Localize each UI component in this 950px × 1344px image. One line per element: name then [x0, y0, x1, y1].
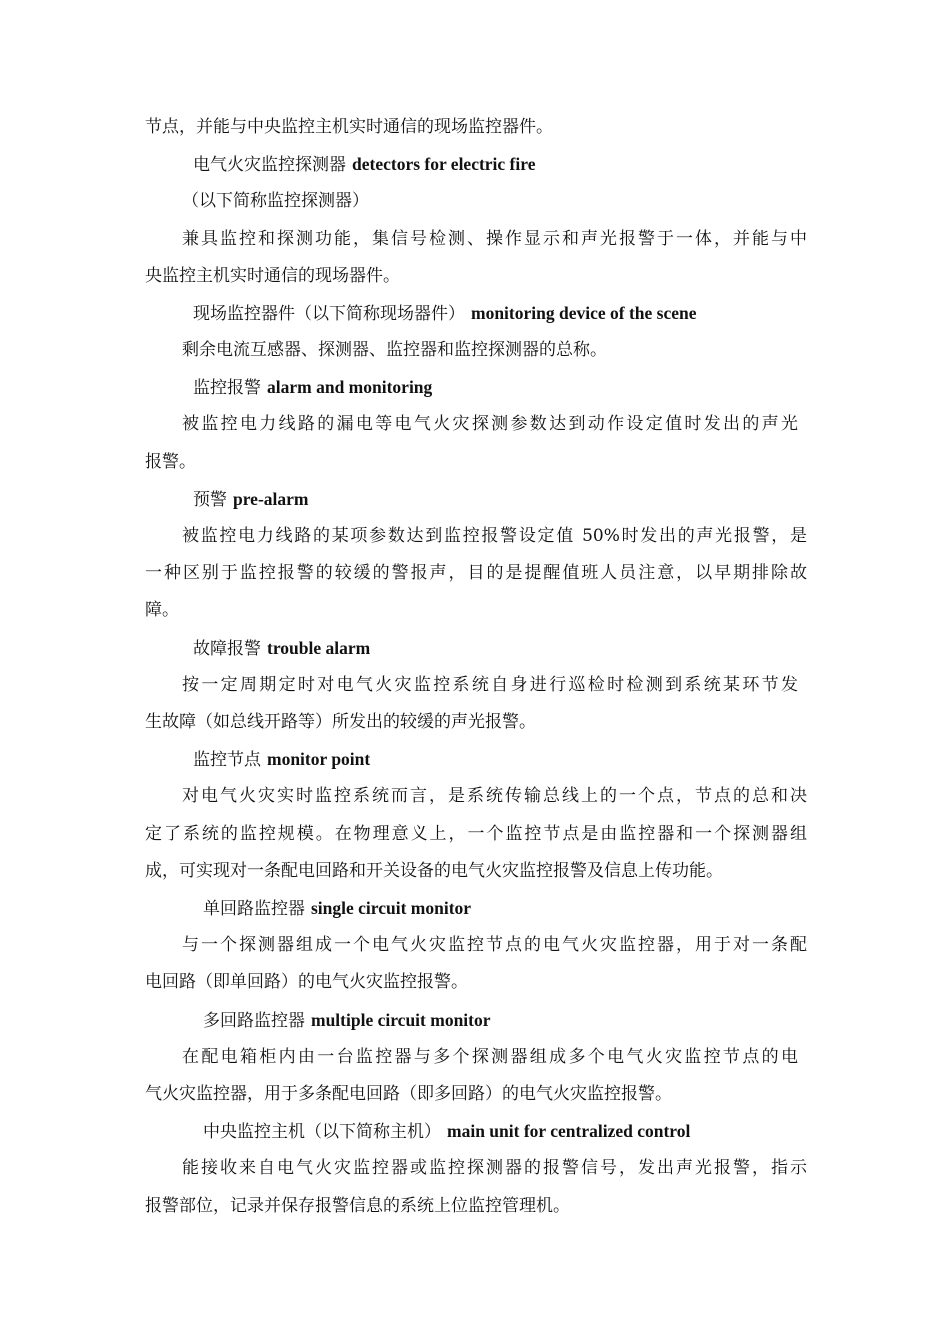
text-line: 报警部位，记录并保存报警信息的系统上位监控管理机。: [145, 1196, 570, 1216]
term-cn: 监控节点: [193, 750, 261, 770]
term-cn: 电气火灾监控探测器: [193, 155, 346, 175]
term-heading: [193, 488, 309, 511]
term-heading: [203, 1120, 690, 1143]
text-line: 央监控主机实时通信的现场器件。: [145, 266, 400, 286]
term-heading: [203, 1009, 491, 1032]
text-line: 剩余电流互感器、探测器、监控器和监控探测器的总称。: [182, 340, 607, 360]
term-cn: 故障报警: [193, 639, 261, 659]
term-heading: [193, 637, 370, 660]
paragraph-line: 在配电箱柜内由一台监控器与多个探测器组成多个电气火灾监控节点的电: [182, 1047, 798, 1067]
term-heading: [193, 153, 535, 176]
term-cn: 多回路监控器: [203, 1011, 305, 1031]
paragraph-line: 对电气火灾实时监控系统而言，是系统传输总线上的一个点，节点的总和决: [182, 786, 807, 806]
paragraph-line: 能接收来自电气火灾监控器或监控探测器的报警信号，发出声光报警，指示: [182, 1158, 807, 1178]
term-en: pre-alarm: [233, 489, 309, 509]
text-line: 成，可实现对一条配电回路和开关设备的电气火灾监控报警及信息上传功能。: [145, 861, 723, 881]
term-en: multiple circuit monitor: [311, 1010, 491, 1030]
term-en: monitor point: [267, 749, 371, 769]
paragraph-line: 被监控电力线路的漏电等电气火灾探测参数达到动作设定值时发出的声光: [182, 414, 798, 434]
term-cn: 监控报警: [193, 378, 261, 398]
term-heading: [193, 302, 697, 325]
term-heading: [193, 376, 432, 399]
text-line: 报警。: [145, 452, 196, 472]
term-heading: [203, 897, 471, 920]
term-heading: [193, 748, 370, 771]
paragraph-line: 被监控电力线路的某项参数达到监控报警设定值 50%时发出的声光报警，是: [182, 526, 807, 546]
term-cn: 预警: [193, 490, 227, 510]
text-line: 电回路（即单回路）的电气火灾监控报警。: [145, 972, 468, 992]
text-line: 节点，并能与中央监控主机实时通信的现场监控器件。: [145, 117, 553, 137]
paragraph-line: 一种区别于监控报警的较缓的警报声，目的是提醒值班人员注意，以早期排除故: [145, 563, 807, 583]
term-en: monitoring device of the scene: [471, 303, 697, 323]
term-en: alarm and monitoring: [267, 377, 433, 397]
paragraph-line: 兼具监控和探测功能，集信号检测、操作显示和声光报警于一体，并能与中: [182, 229, 807, 249]
term-cn: 中央监控主机（以下简称主机）: [203, 1122, 441, 1142]
term-en: main unit for centralized control: [447, 1121, 691, 1141]
text-line: 生故障（如总线开路等）所发出的较缓的声光报警。: [145, 712, 536, 732]
text-line: 障。: [145, 600, 179, 620]
term-en: single circuit monitor: [311, 898, 472, 918]
term-en: detectors for electric fire: [352, 154, 536, 174]
term-cn: 现场监控器件（以下简称现场器件）: [193, 304, 465, 324]
paragraph-line: 按一定周期定时对电气火灾监控系统自身进行巡检时检测到系统某环节发: [182, 675, 798, 695]
paragraph-line: 与一个探测器组成一个电气火灾监控节点的电气火灾监控器，用于对一条配: [182, 935, 807, 955]
term-cn: 单回路监控器: [203, 899, 305, 919]
paragraph-line: 定了系统的监控规模。在物理意义上，一个监控节点是由监控器和一个探测器组: [145, 824, 807, 844]
text-line: 气火灾监控器，用于多条配电回路（即多回路）的电气火灾监控报警。: [145, 1084, 672, 1104]
term-en: trouble alarm: [267, 638, 371, 658]
text-line: （以下简称监控探测器）: [182, 191, 369, 211]
